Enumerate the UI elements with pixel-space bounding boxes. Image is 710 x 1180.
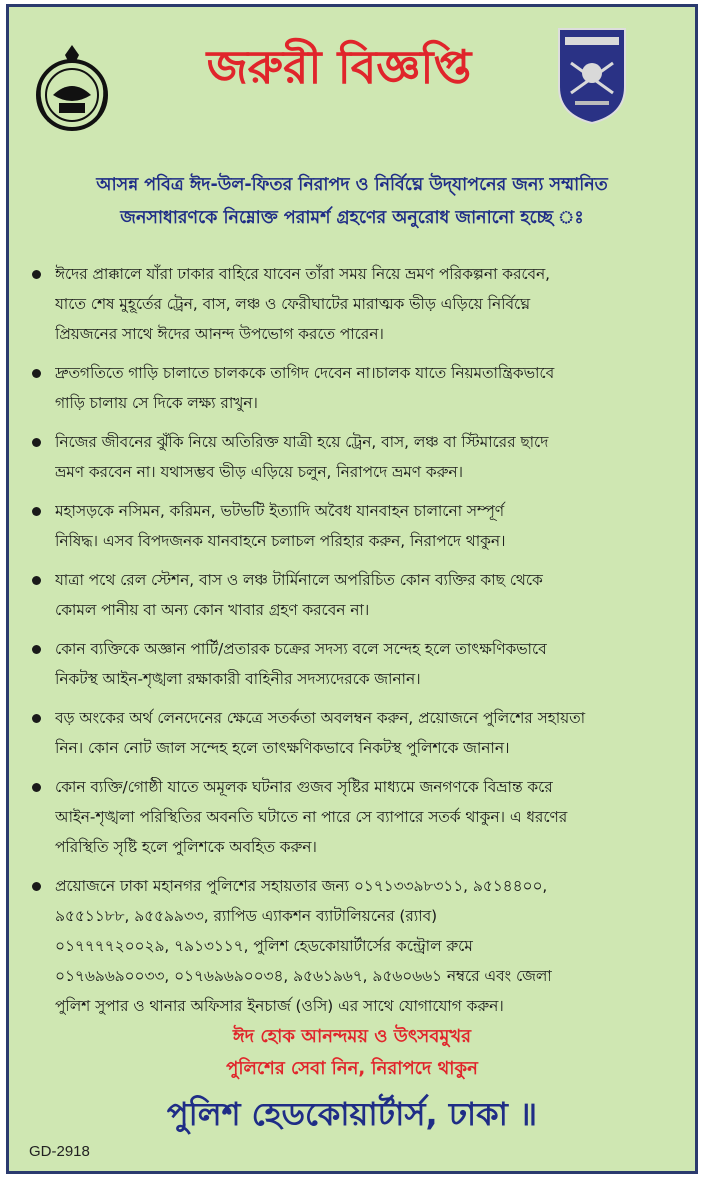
item-line: দ্রুতগতিতে গাড়ি চালাতে চালককে তাগিদ দেবেন না।চালক যাতে নিয়মতান্ত্রিকভাবে [55,364,555,382]
item-line: নিষিদ্ধ। এসব বিপদজনক যানবাহনে চলাচল পরিহার করুন, নিরাপদে থাকুন। [55,532,506,550]
bullet-icon [32,576,41,585]
item-line: প্রিয়জনের সাথে ঈদের আনন্দ উপভোগ করতে পারেন। [55,325,384,343]
item-line: ০১৭৬৯৬৯০০৩৩, ০১৭৬৯৬৯০০৩৪, ৯৫৬১৯৬৭, ৯৫৬০৬৬১ নম্বরে এবং জেলা [55,967,552,985]
item-line: আইন-শৃঙ্খলা পরিস্থিতির অবনতি ঘটাতে না পারে সে ব্যাপারে সতর্ক থাকুন। এ ধরণের [55,808,568,826]
bullet-icon [32,369,41,378]
bullet-icon [32,882,41,891]
bullet-icon [32,714,41,723]
item-line: ভ্রমণ করবেন না। যথাসম্ভব ভীড় এড়িয়ে চলুন, নিরাপদে ভ্রমণ করুন। [55,463,463,481]
list-item [23,871,681,1021]
slogans [9,1021,695,1085]
list-item [23,358,681,418]
police-emblem-logo [31,41,113,137]
list-item [23,496,681,556]
signature: পুলিশ হেডকোয়ার্টার্স, ঢাকা ॥ [166,1095,538,1133]
item-line: নিন। কোন নোট জাল সন্দেহ হলে তাৎক্ষণিকভাবে নিকটস্থ পুলিশকে জানান। [55,739,510,757]
item-line: পরিস্থিতি সৃষ্টি হলে পুলিশকে অবহিত করুন। [55,838,317,856]
item-line: গাড়ি চালায় সে দিকে লক্ষ্য রাখুন। [55,394,258,412]
item-line: ঈদের প্রাক্কালে যাঁরা ঢাকার বাহিরে যাবেন তাঁরা সময় নিয়ে ভ্রমণ পরিকল্পনা করবেন, [55,265,551,283]
item-line: পুলিশ সুপার ও থানার অফিসার ইনচার্জ (ওসি) এর সাথে যোগাযোগ করুন। [55,997,504,1015]
item-line: ৯৫৫১১৮৮, ৯৫৫৯৯৩৩, র‍্যাপিড এ্যাকশন ব্যাটালিয়নের (র‍্যাব) [55,907,438,925]
bullet-icon [32,507,41,516]
item-line: বড় অংকের অর্থ লেনদেনের ক্ষেত্রে সতর্কতা অবলম্বন করুন, প্রয়োজনে পুলিশের সহায়তা [55,709,586,727]
list-item [23,259,681,349]
item-line: প্রয়োজনে ঢাকা মহানগর পুলিশের সহায়তার জন্য ০১৭১৩৩৯৮৩১১, ৯৫১৪৪০০, [55,877,548,895]
item-line: কোন ব্যক্তি/গোষ্ঠী যাতে অমূলক ঘটনার গুজব সৃষ্টির মাধ্যমে জনগণকে বিভ্রান্ত করে [55,778,553,796]
bullet-icon [32,270,41,279]
page-title: জরুরী বিজ্ঞপ্তি [206,40,472,94]
item-line: নিজের জীবনের ঝুঁকি নিয়ে অতিরিক্ত যাত্রী হয়ে ট্রেন, বাস, লঞ্চ বা স্টিমারের ছাদে [55,433,549,451]
item-line: নিকটস্থ আইন-শৃঙ্খলা রক্ষাকারী বাহিনীর সদস্যদেরকে জানান। [55,670,421,688]
list-item [23,427,681,487]
list-item [23,565,681,625]
intro-line: আসন্ন পবিত্র ঈদ-উল-ফিতর নিরাপদ ও নির্বিঘ্নে উদ্‌যাপনের জন্য সম্মানিত [96,175,608,195]
slogan-line: ঈদ হোক আনন্দময় ও উৎসবমুখর [232,1026,472,1047]
intro-text [27,169,677,235]
bullet-icon [32,645,41,654]
bullet-icon [32,438,41,447]
item-line: কোন ব্যক্তিকে অজ্ঞান পার্টি/প্রতারক চক্রের সদস্য বলে সন্দেহ হলে তাৎক্ষণিকভাবে [55,640,547,658]
list-item [23,634,681,694]
police-shield-logo [557,27,627,125]
bullet-icon [32,783,41,792]
intro-line: জনসাধারণকে নিম্নোক্ত পরামর্শ গ্রহণের অনুরোধ জানানো হচ্ছে ঃ [120,208,584,228]
item-line: মহাসড়কে নসিমন, করিমন, ভটভটি ইত্যাদি অবৈধ যানবাহন চালানো সম্পূর্ণ [55,502,504,520]
item-line: যাতে শেষ মুহূর্তের ট্রেন, বাস, লঞ্চ ও ফেরীঘাটের মারাত্মক ভীড় এড়িয়ে নির্বিঘ্নে [55,295,531,313]
advice-list [23,259,681,1030]
item-line: ০১৭৭৭৭২০০২৯, ৭৯১৩১১৭, পুলিশ হেডকোয়ার্টার্সের কন্ট্রোল রুমে [55,937,473,955]
footer-code: GD-2918 [29,1143,90,1160]
item-line: কোমল পানীয় বা অন্য কোন খাবার গ্রহণ করবেন না। [55,601,370,619]
list-item [23,703,681,763]
slogan-line: পুলিশের সেবা নিন, নিরাপদে থাকুন [226,1058,478,1079]
list-item [23,772,681,862]
header [9,7,695,157]
item-line: যাত্রা পথে রেল স্টেশন, বাস ও লঞ্চ টার্মিনালে অপরিচিত কোন ব্যক্তির কাছ থেকে [55,571,543,589]
notice-frame [6,4,698,1174]
